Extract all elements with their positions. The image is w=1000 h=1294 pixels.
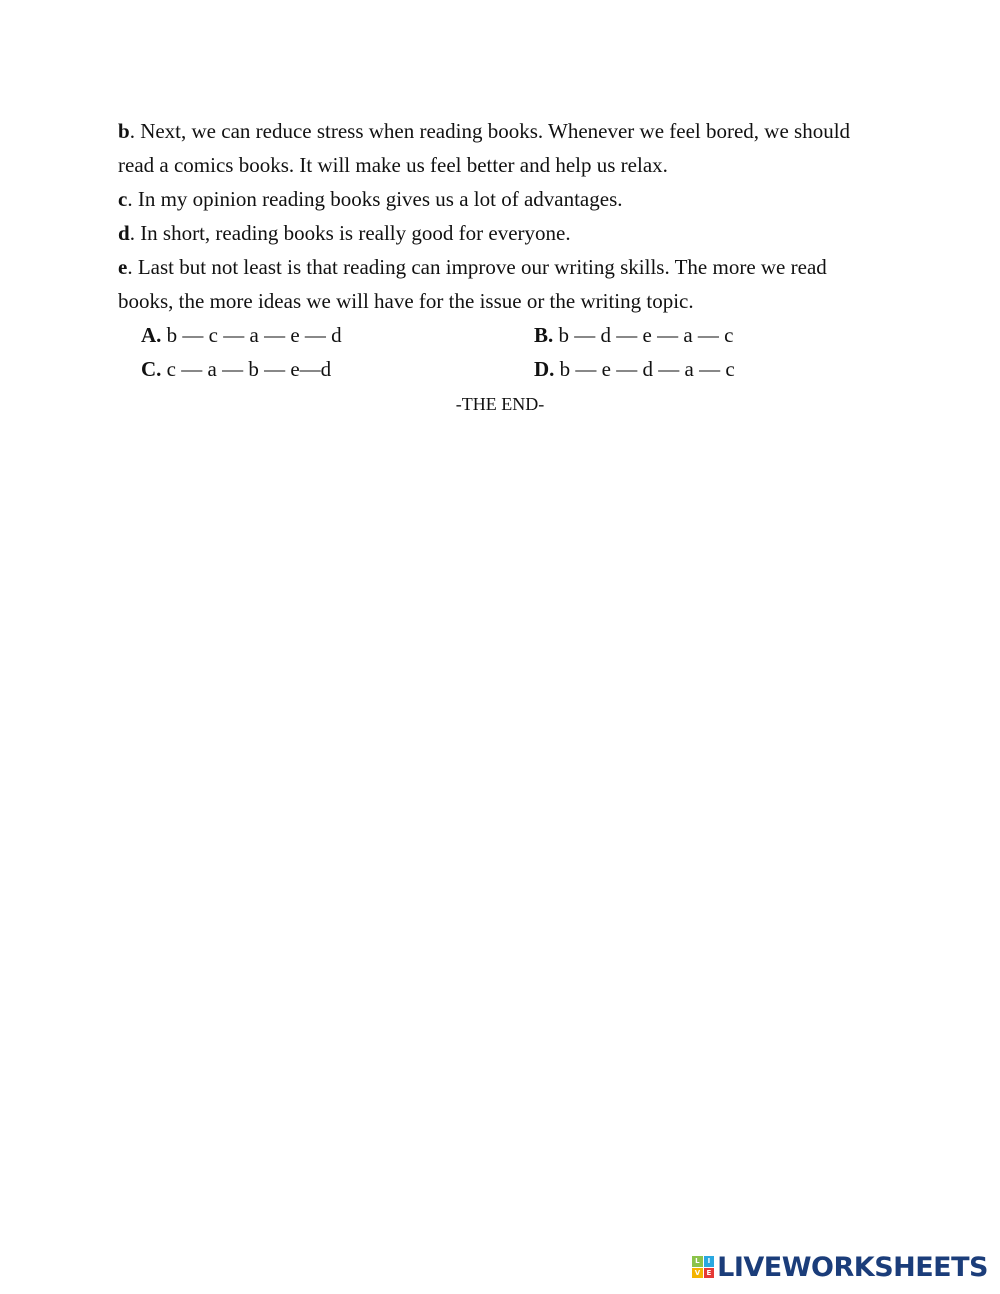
paragraph-c	[118, 182, 878, 216]
option-text: b — c — a — e — d	[161, 323, 342, 347]
paragraph-text: . In short, reading books is really good for everyone.	[129, 221, 571, 245]
paragraph-letter: b	[118, 119, 130, 143]
paragraph-text: . Last but not least is that reading can improve our writing skills. The more we read books, the more ideas we will have for the issue or the writing topic.	[118, 255, 827, 313]
option-text: b — e — d — a — c	[554, 357, 735, 381]
paragraph-e	[118, 250, 878, 318]
logo-letter: L	[692, 1256, 703, 1267]
option-d[interactable]	[534, 352, 735, 386]
option-text: c — a — b — e—d	[161, 357, 332, 381]
option-label: D.	[534, 357, 555, 381]
option-text: b — d — e — a — c	[553, 323, 734, 347]
paragraph-text: . Next, we can reduce stress when reading books. Whenever we feel bored, we should read a comics books. It will make us feel better and help us relax.	[118, 119, 851, 177]
liveworksheets-logo	[692, 1252, 988, 1282]
worksheet-content	[118, 114, 878, 386]
paragraph-b	[118, 114, 878, 182]
option-b[interactable]	[534, 318, 733, 352]
paragraph-letter: c	[118, 187, 128, 211]
paragraph-d	[118, 216, 878, 250]
paragraph-letter: e	[118, 255, 128, 279]
option-label: A.	[141, 323, 162, 347]
option-a[interactable]	[141, 318, 342, 352]
option-label: C.	[141, 357, 162, 381]
liveworksheets-icon	[692, 1256, 714, 1278]
logo-letter: E	[704, 1268, 715, 1279]
option-c[interactable]	[141, 352, 331, 386]
paragraph-text: . In my opinion reading books gives us a lot of advantages.	[127, 187, 623, 211]
paragraph-letter: d	[118, 221, 130, 245]
answer-options	[118, 318, 878, 386]
option-label: B.	[534, 323, 554, 347]
the-end-text: -THE END-	[455, 394, 545, 414]
logo-letter: I	[704, 1256, 715, 1267]
brand-name: LIVEWORKSHEETS	[717, 1251, 988, 1283]
logo-letter: V	[692, 1268, 703, 1279]
